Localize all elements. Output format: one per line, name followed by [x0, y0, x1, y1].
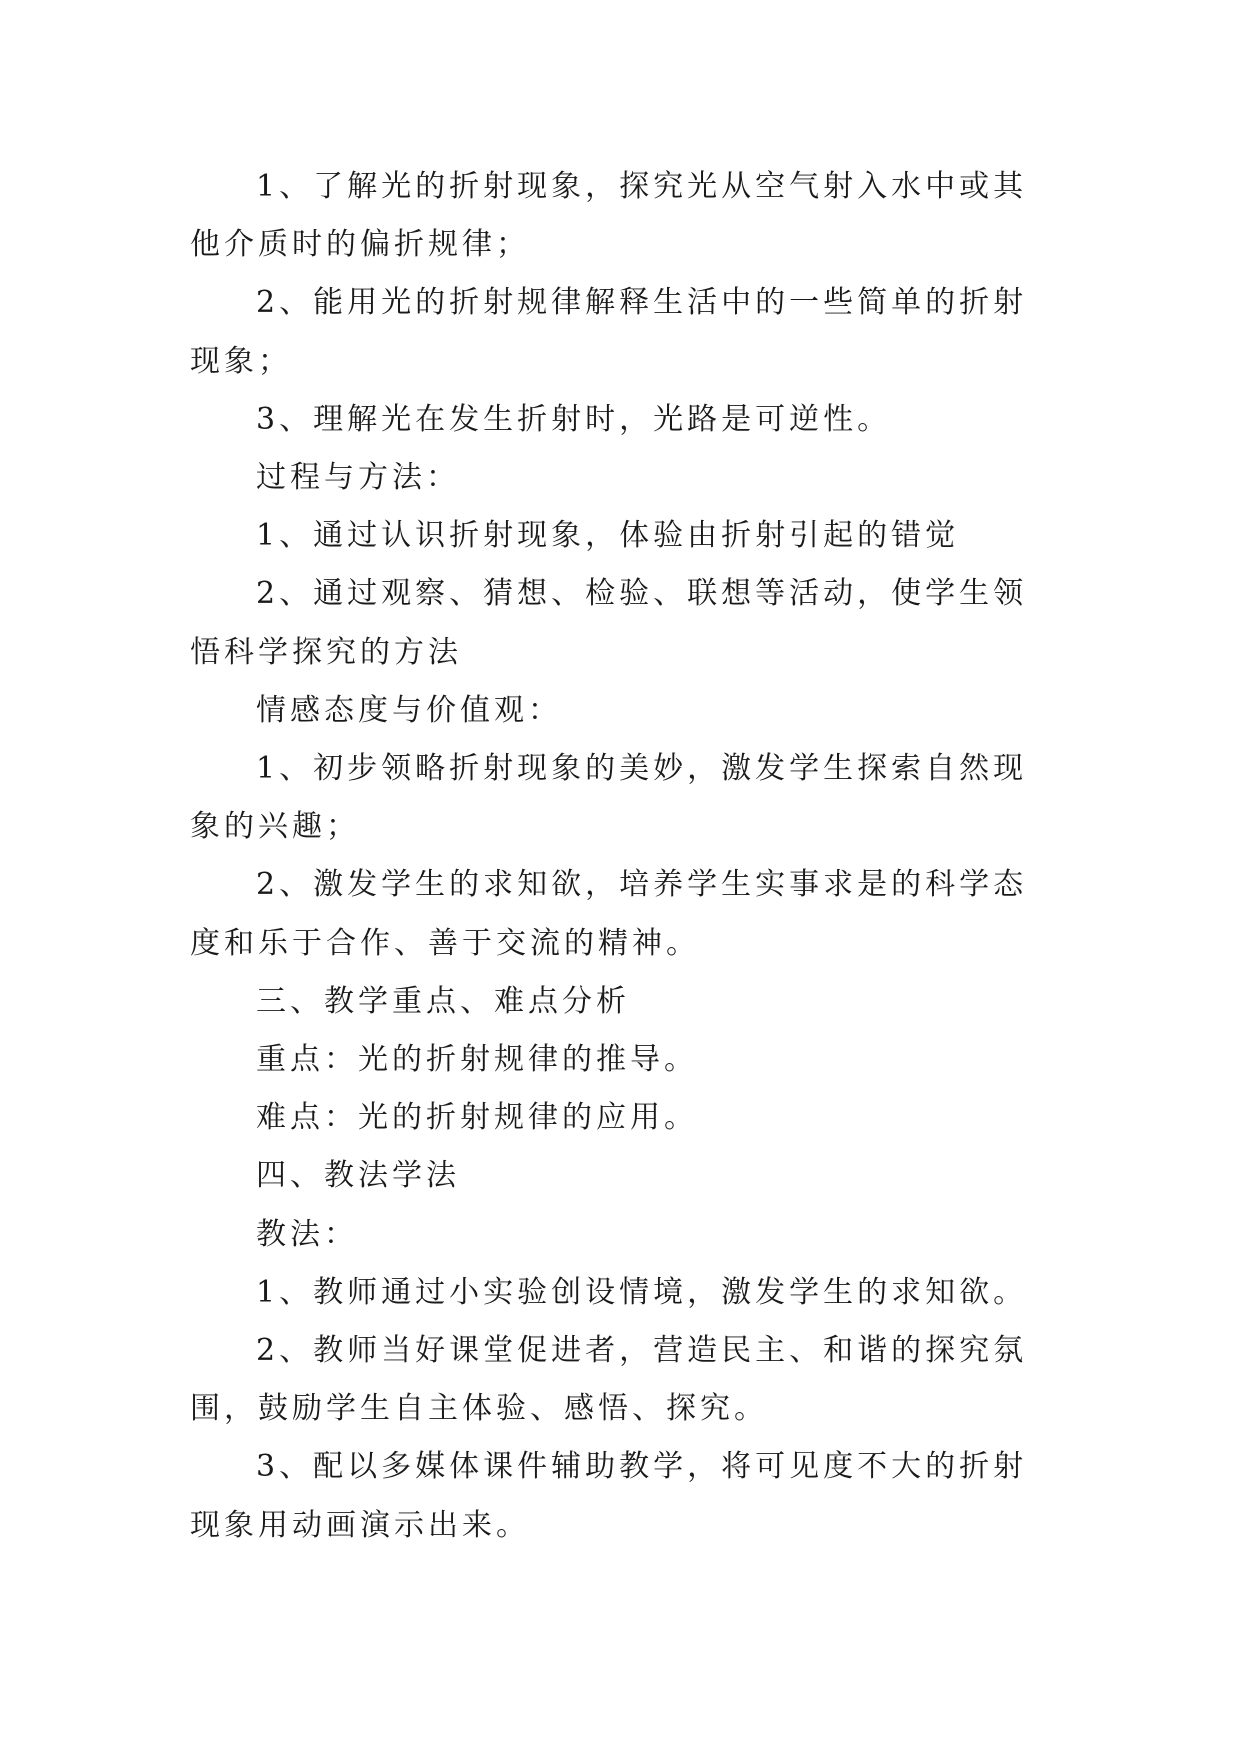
heading-teaching-methods: 教法：: [256, 1216, 358, 1252]
paragraph-process-2: 2、通过观察、猜想、检验、联想等活动，使学生领悟科学探究的方法: [190, 576, 1028, 670]
paragraph-process-1: 1、通过认识折射现象，体验由折射引起的错觉: [256, 518, 960, 554]
paragraph-method-1: 1、教师通过小实验创设情境，激发学生的求知欲。: [256, 1274, 1028, 1310]
paragraph-difficult-point: 难点：光的折射规律的应用。: [256, 1100, 698, 1136]
heading-process-and-method: 过程与方法：: [256, 460, 460, 496]
paragraph-key-point: 重点：光的折射规律的推导。: [256, 1042, 698, 1078]
heading-emotion-attitude-values: 情感态度与价值观：: [256, 692, 562, 728]
paragraph-objective-1: 1、了解光的折射现象，探究光从空气射入水中或其他介质时的偏折规律；: [190, 169, 1028, 263]
paragraph-objective-3: 3、理解光在发生折射时，光路是可逆性。: [256, 401, 892, 437]
paragraph-emotion-2: 2、激发学生的求知欲，培养学生实事求是的科学态度和乐于合作、善于交流的精神。: [190, 867, 1028, 961]
paragraph-method-2: 2、教师当好课堂促进者，营造民主、和谐的探究氛围，鼓励学生自主体验、感悟、探究。: [190, 1333, 1028, 1427]
paragraph-objective-2: 2、能用光的折射规律解释生活中的一些简单的折射现象；: [190, 285, 1028, 379]
heading-key-and-difficult-points: 三、教学重点、难点分析: [256, 983, 630, 1019]
heading-teaching-learning-methods: 四、教法学法: [256, 1158, 460, 1194]
paragraph-method-3: 3、配以多媒体课件辅助教学，将可见度不大的折射现象用动画演示出来。: [190, 1449, 1028, 1543]
document-body: [190, 158, 1060, 1555]
paragraph-emotion-1: 1、初步领略折射现象的美妙，激发学生探索自然现象的兴趣；: [190, 751, 1028, 845]
